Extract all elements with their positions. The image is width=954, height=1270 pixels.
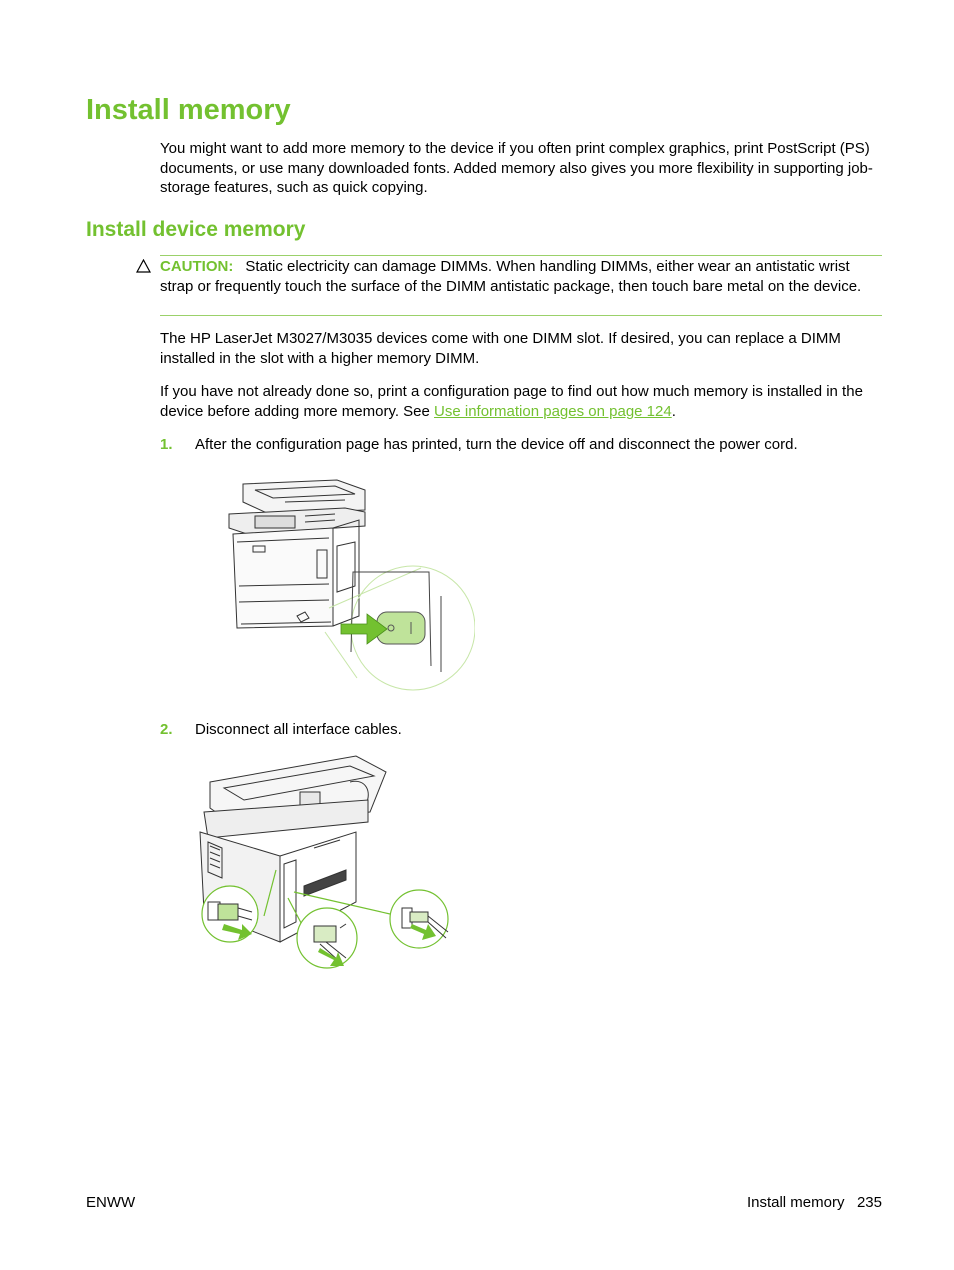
caution-triangle-icon bbox=[136, 259, 151, 273]
caution-note bbox=[160, 257, 882, 296]
use-information-pages-link[interactable]: Use information pages on page 124 bbox=[434, 402, 672, 420]
step-1-number: 1. bbox=[160, 436, 173, 453]
caution-text: Static electricity can damage DIMMs. When handling DIMMs, either wear an antistatic wrist strap or frequently touch the surface of the DIMM antistatic package, then touch bare metal on the device. bbox=[160, 258, 862, 295]
caution-label: CAUTION: bbox=[160, 258, 234, 275]
config-page-text: If you have not already done so, print a configuration page to find out how much memory is installed in the device before adding more memory. See bbox=[160, 383, 863, 420]
section-heading: Install device memory bbox=[86, 218, 306, 241]
dimm-slot-paragraph: The HP LaserJet M3027/M3035 devices come with one DIMM slot. If desired, you can replace a DIMM installed in the slot with a higher memory DIMM. bbox=[160, 330, 841, 367]
footer-left: ENWW bbox=[86, 1194, 136, 1211]
config-page-paragraph bbox=[160, 382, 882, 421]
power-off-illustration bbox=[225, 476, 475, 696]
disconnect-cables-illustration bbox=[190, 752, 460, 982]
intro-paragraph: You might want to add more memory to the device if you often print complex graphics, print PostScript (PS) documents, or use many downloaded fonts. Added memory also gives you more flexibility in supporting job-storage features, such as quick copying. bbox=[160, 140, 873, 196]
step-2-text: Disconnect all interface cables. bbox=[195, 721, 402, 738]
footer-right: Install memory 235 bbox=[746, 1194, 882, 1211]
caution-top-rule bbox=[160, 255, 882, 256]
step-1-text: After the configuration page has printed, turn the device off and disconnect the power cord. bbox=[195, 436, 798, 453]
config-page-period: . bbox=[671, 402, 676, 420]
caution-bottom-rule bbox=[160, 315, 882, 316]
page-title: Install memory bbox=[86, 94, 291, 126]
step-2-number: 2. bbox=[160, 721, 173, 738]
